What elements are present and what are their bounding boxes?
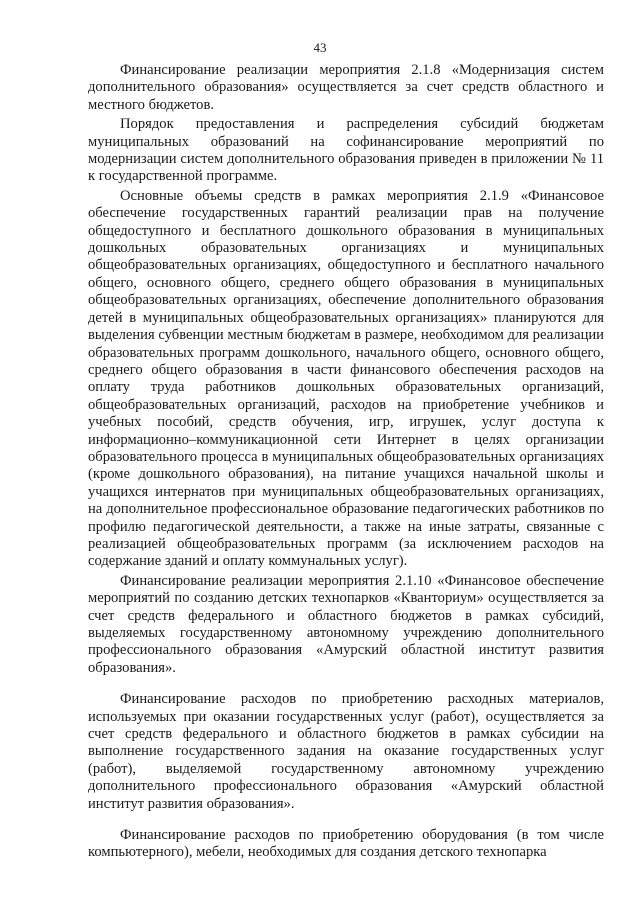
paragraph-measure-2-1-9: Основные объемы средств в рамках мероприятия 2.1.9 «Финансовое обеспечение государственных гарантий реализации прав на получение общедоступного и бесплатного дошкольного образования в муниципальных дошкольных образовательных организациях и муниципальных общеобразовательных организациях, общедоступного и бесплатного начального общего, основного общего, среднего общего образования в муниципальных общеобразовательных организациях, обеспечение дополнительного образования детей в муниципальных общеобразовательных организациях» планируются для выделения субвенции местным бюджетам в размере, необходимом для реализации образовательных программ дошкольного, начального общего, основного общего, среднего общего образования в части финансового обеспечения расходов на оплату труда работников дошкольных образовательных организаций, общеобразовательных организаций, расходов на приобретение учебников и учебных пособий, средств обучения, игр, игрушек, услуг доступа к информационно–коммуникационной сети Интернет в целях организации образовательного процесса в муниципальных общеобразовательных организациях (кроме дошкольного образования), на питание учащихся начальной школы и учащихся интернатов при муниципальных общеобразовательных организациях, на дополнительное профессиональное образование педагогических работников по профилю педагогической деятельности, а также на иные затраты, связанные с реализацией общеобразовательных программ (за исключением расходов на содержание зданий и оплату коммунальных услуг). (88, 187, 604, 570)
page-number: 43 (313, 40, 327, 55)
paragraph-subsidy-procedure: Порядок предоставления и распределения субсидий бюджетам муниципальных образований на софинансирование мероприятий по модернизации систем дополнительного образования приведен в приложении № 11 к государственной программе. (88, 116, 604, 185)
paragraph-equipment-financing: Финансирование расходов по приобретению оборудования (в том числе компьютерного), мебели, необходимых для создания детского технопарка (88, 827, 604, 861)
paragraph-consumables-financing: Финансирование расходов по приобретению расходных материалов, используемых при оказании государственных услуг (работ), осуществляется за счет средств федерального и областного бюджетов в рамках субсидии на выполнение государственного задания на оказание государственных услуг (работ), выделяемой государственному автономному учреждению дополнительного профессионального образования «Амурский областной институт развития образования». (88, 691, 604, 812)
paragraph-measure-2-1-8: Финансирование реализации мероприятия 2.1.8 «Модернизация систем дополнительного образования» осуществляется за счет средств областного и местного бюджетов. (88, 62, 604, 113)
paragraph-measure-2-1-10: Финансирование реализации мероприятия 2.1.10 «Финансовое обеспечение мероприятий по созданию детских технопарков «Кванториум» осуществляется за счет средств федерального и областного бюджетов в рамках субсидий, выделяемых государственному автономному учреждению дополнительного профессионального образования «Амурский областной институт развития образования». (88, 572, 604, 676)
document-body (88, 62, 604, 862)
